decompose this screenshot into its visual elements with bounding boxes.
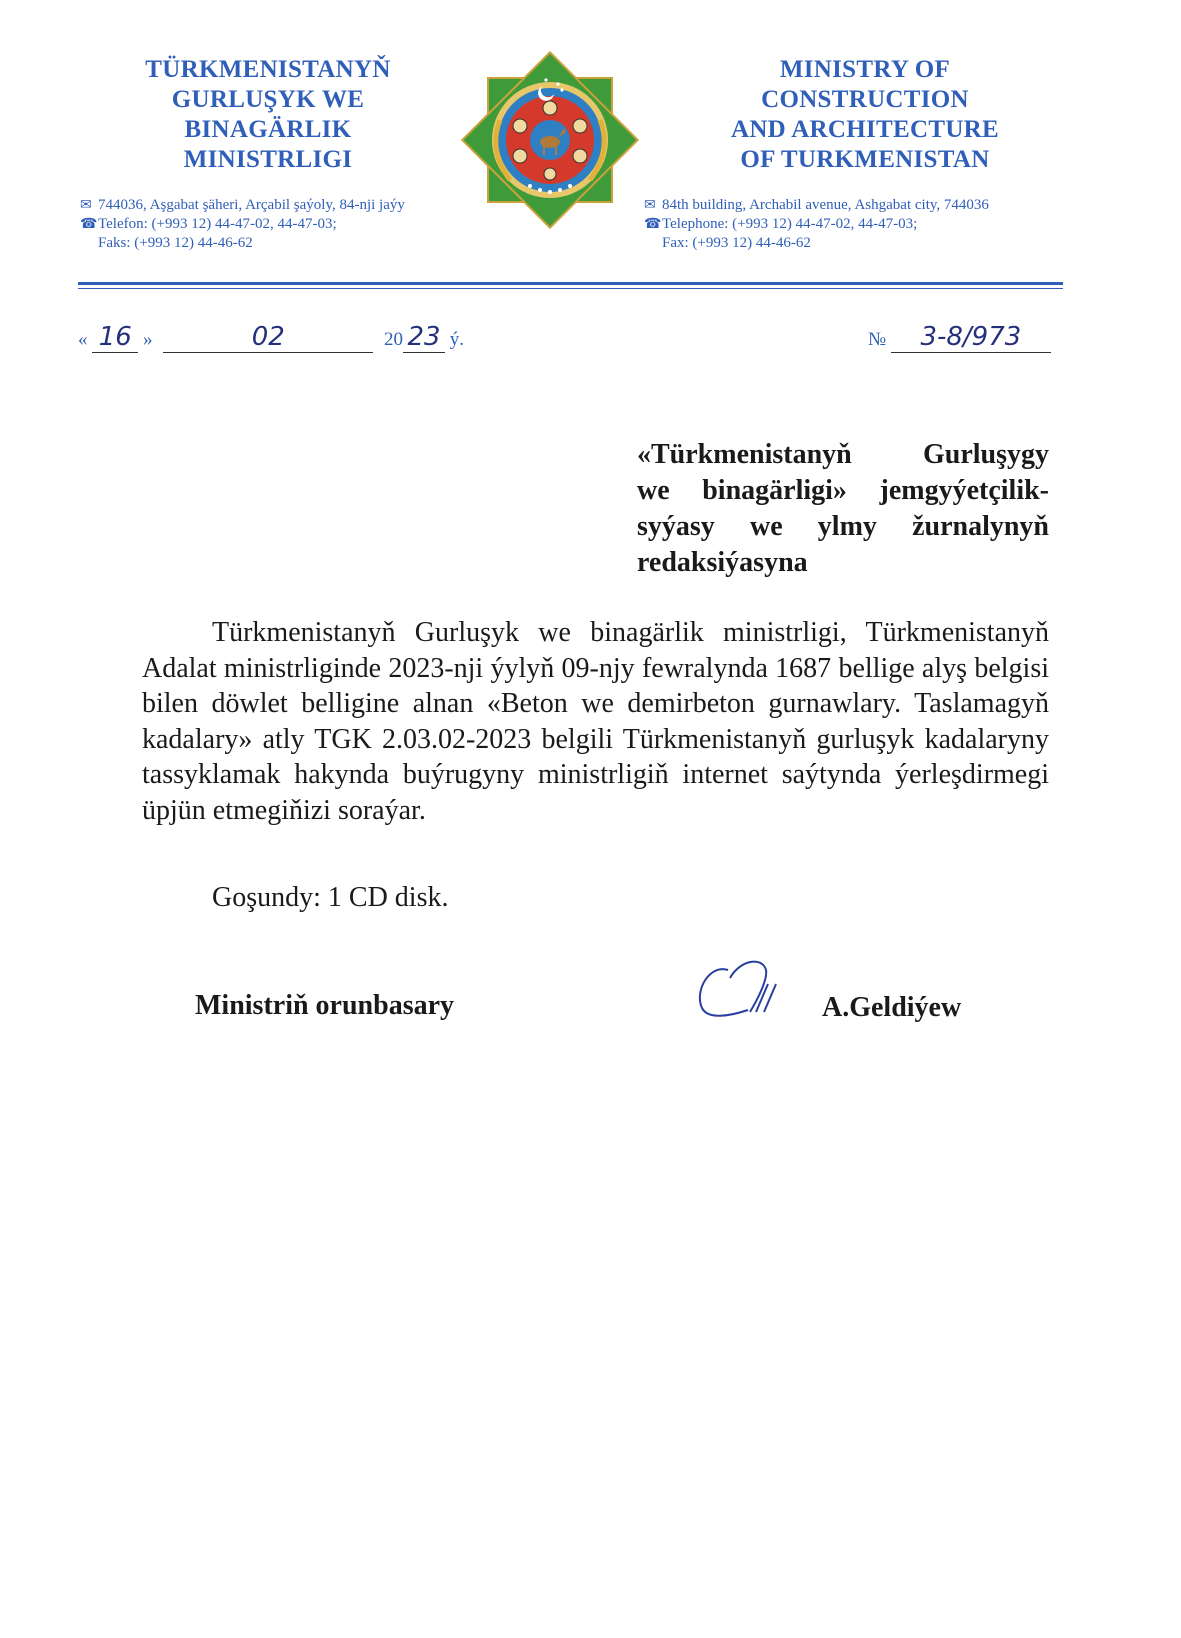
addressee-line: redaksiýasyna <box>637 547 808 578</box>
ministry-line: GURLUŞYK WE <box>171 86 365 113</box>
body-paragraph: Türkmenistanyň Gurluşyk we binagärlik ministrligi, Türkmenistanyň Adalat ministrliginde 2023-nji ýylyň 09-njy fewralynda 1687 bellige alyş belgisi bilen döwlet belligine alnan «Beton we demirbeton gurnawlary. Taslamagyň kadalary» atly TGK 2.03.02-2023 belgili Türkmenistanyň gurluşyk kadalaryny tassyklamak hakynda buýrugyny ministrligiň internet saýtynda ýerleşdirmegi üpjün etmegiňizi soraýar. <box>142 617 1049 826</box>
ministry-name-english <box>700 55 1030 175</box>
fax-text: Faks: (+993 12) 44-46-62 <box>98 235 253 251</box>
addressee-block <box>637 437 1049 581</box>
phone-text: Telephone: (+993 12) 44-47-02, 44-47-03; <box>662 216 918 232</box>
ministry-line: CONSTRUCTION <box>761 86 969 113</box>
date-open-quote: « <box>78 329 88 350</box>
addressee-line: we binagärligi» jemgyýetçilik- <box>637 475 1049 506</box>
number-label: № <box>868 329 887 350</box>
ministry-line: MINISTRY OF <box>779 56 951 83</box>
date-month: 02 <box>251 322 285 352</box>
addressee-line: «Türkmenistanyň Gurluşygy <box>637 439 1049 470</box>
letterhead-divider <box>78 282 1063 285</box>
date-close-quote: » <box>143 329 153 350</box>
reference-number-field <box>868 322 1051 353</box>
ministry-line: OF TURKMENISTAN <box>740 146 990 173</box>
ministry-name-turkmen <box>118 55 418 175</box>
address-text: 744036, Aşgabat şäheri, Arçabil şaýoly, 84-nji jaýy <box>98 197 405 213</box>
attachment-note: Goşundy: 1 CD disk. <box>212 882 449 913</box>
date-year-abbrev: ý. <box>449 329 464 350</box>
letterhead-divider-thin <box>78 288 1063 289</box>
address-text: 84th building, Archabil avenue, Ashgabat city, 744036 <box>662 197 989 213</box>
date-year-prefix: 20 <box>384 329 403 350</box>
letter-body <box>142 615 1049 828</box>
contacts-english <box>644 196 989 253</box>
signer-role: Ministriň orunbasary <box>195 990 455 1021</box>
date-day: 16 <box>98 322 132 352</box>
addressee-line: syýasy we ylmy žurnalynyň <box>637 511 1049 542</box>
envelope-icon: ✉ <box>80 198 92 213</box>
state-emblem <box>450 40 650 240</box>
contacts-turkmen <box>80 196 405 253</box>
date-year-suffix: 23 <box>407 322 441 352</box>
telephone-icon: ☎ <box>80 217 98 232</box>
ministry-line: BINAGÄRLIK <box>184 116 352 143</box>
envelope-icon: ✉ <box>644 198 656 213</box>
ministry-line: MINISTRLIGI <box>183 146 353 173</box>
date-field <box>78 322 464 353</box>
handwritten-signature <box>690 950 800 1020</box>
ministry-line: TÜRKMENISTANYŇ <box>145 56 391 83</box>
ministry-line: AND ARCHITECTURE <box>730 116 1000 143</box>
phone-text: Telefon: (+993 12) 44-47-02, 44-47-03; <box>98 216 337 232</box>
telephone-icon: ☎ <box>644 217 662 232</box>
reference-number: 3-8/973 <box>920 322 1022 352</box>
fax-text: Fax: (+993 12) 44-46-62 <box>662 235 811 251</box>
signer-name: A.Geldiýew <box>822 992 962 1023</box>
